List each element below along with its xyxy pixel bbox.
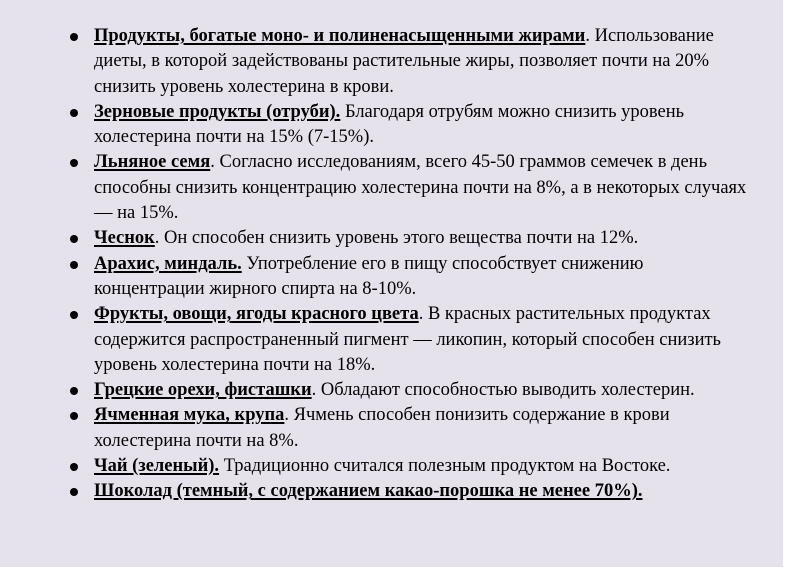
cholesterol-food-list [94,24,754,505]
item-title: Зерновые продукты (отруби). [94,101,341,122]
bullet-icon [70,159,78,167]
bullet-icon [70,387,78,395]
item-text: . В красных растительных продуктах содержится распространенный пигмент — ликопин, который способен снизить уровень холестерина почти на 18%. [94,304,721,375]
item-title: Шоколад (темный, с содержанием какао-порошка не менее 70%). [94,481,643,502]
list-item [94,302,754,378]
list-item [94,252,754,303]
item-text: Традиционно считался полезным продуктом на Востоке. [219,456,671,477]
list-item [94,24,754,100]
item-title: Грецкие орехи, фисташки [94,380,312,401]
bullet-icon [70,463,78,471]
item-text: Благодаря отрубям можно снизить уровень холестерина почти на 15% (7-15%). [94,101,685,148]
list-item [94,226,754,251]
list-item [94,150,754,226]
item-text: . Согласно исследованиям, всего 45-50 граммов семечек в день способны снизить концентрацию холестерина почти на 8%, а в некоторых случаях — на 15%. [94,152,747,224]
list-item [94,454,754,479]
list-item [94,378,754,403]
bullet-icon [70,311,78,319]
list-item [94,100,754,151]
item-text: . Обладают способностью выводить холестерин. [311,380,695,401]
item-text: . Он способен снизить уровень этого вещества почти на 12%. [154,228,639,249]
bullet-icon [70,261,78,269]
bullet-icon [70,33,78,41]
item-text: Употребление его в пищу способствует снижению концентрации жирного спирта на 8-10%. [94,253,644,299]
bullet-icon [70,412,78,420]
item-title: Фрукты, овощи, ягоды красного цвета [94,304,419,325]
list-item [94,403,754,454]
item-title: Чай (зеленый). [94,456,220,477]
item-text: . Использование диеты, в которой задействованы растительные жиры, позволяет почти на 20% снизить уровень холестерина в крови. [94,26,714,97]
item-title: Чеснок [94,228,155,249]
bullet-icon [70,488,78,496]
item-title: Арахис, миндаль. [94,253,242,274]
item-title: Ячменная мука, крупа [94,405,285,426]
item-title: Продукты, богатые моно- и полиненасыщенными жирами [94,26,586,46]
list-item [94,479,754,504]
item-text: . Ячмень способен понизить содержание в крови холестерина почти на 8%. [94,405,670,451]
bullet-icon [70,235,78,243]
item-title: Льняное семя [94,152,211,173]
bullet-icon [70,109,78,117]
